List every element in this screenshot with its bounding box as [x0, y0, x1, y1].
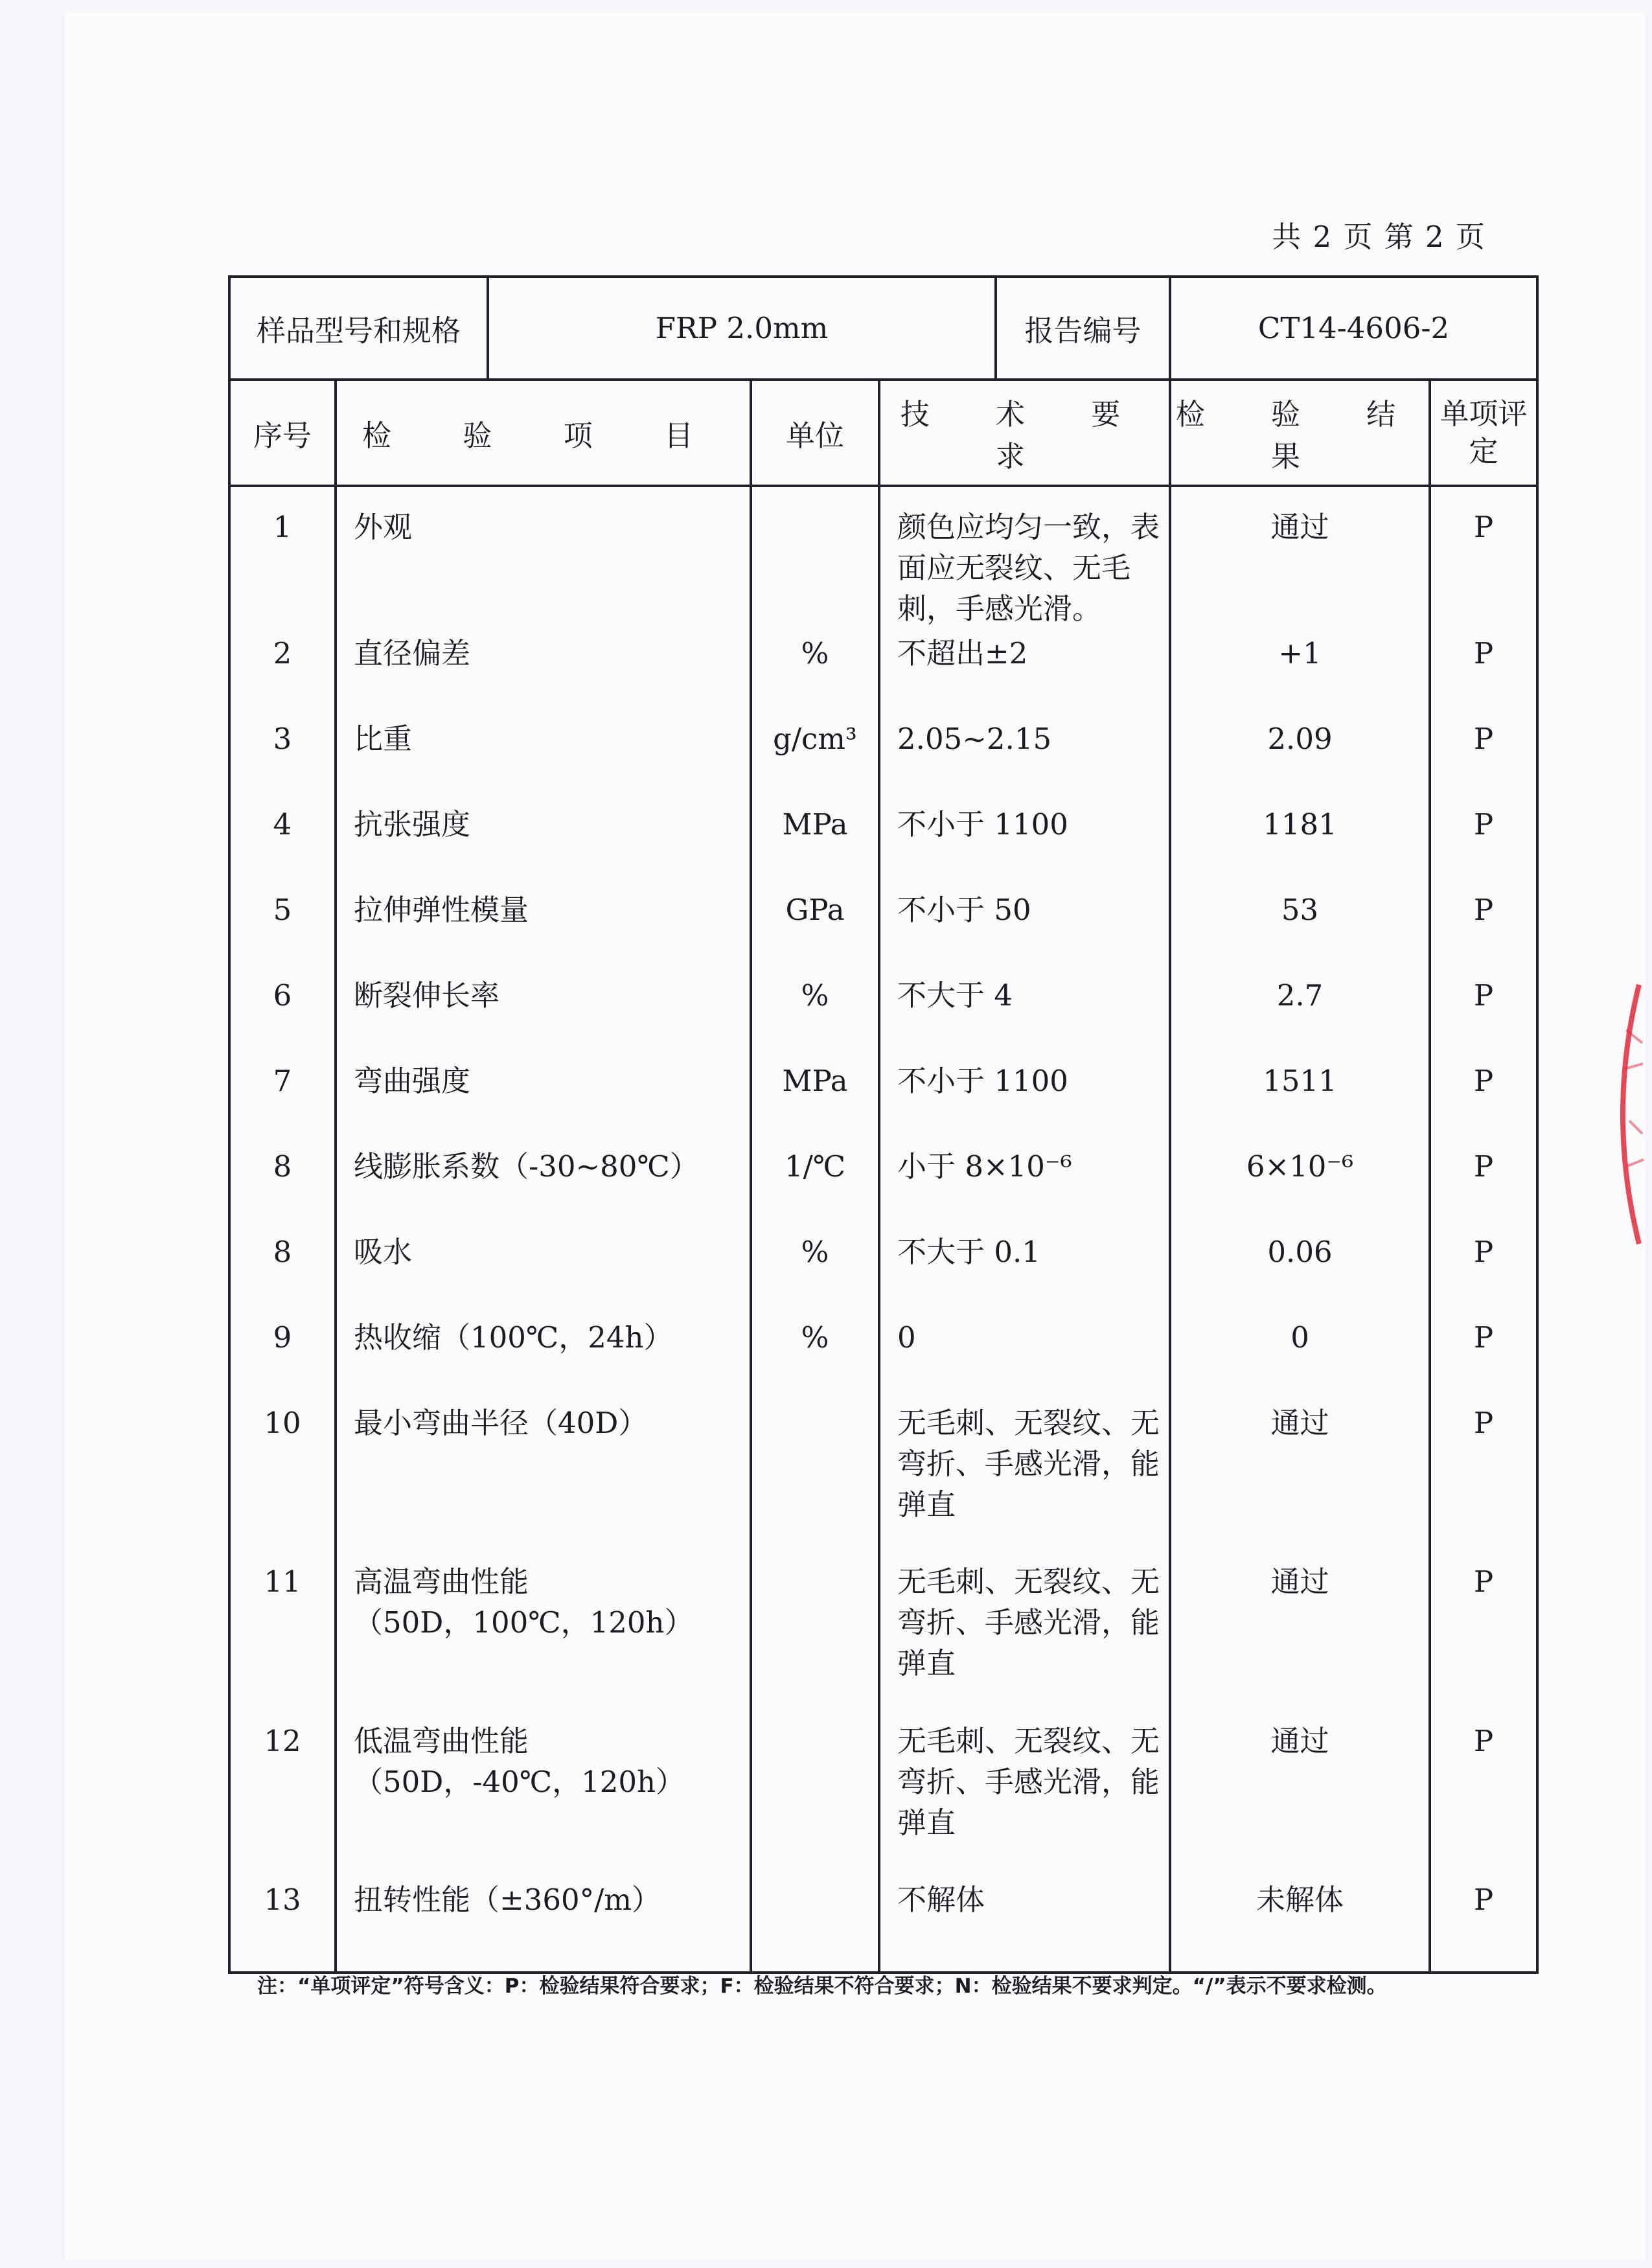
row-result — [1171, 718, 1428, 804]
sample-label: 样品型号和规格 — [229, 277, 488, 380]
row-judge-text: P — [1473, 1320, 1494, 1355]
row-judge-text: P — [1473, 1149, 1494, 1184]
row-item-text: 弯曲强度 — [354, 1064, 471, 1098]
row-unit — [752, 975, 878, 1060]
row-unit-text: MPa — [782, 1064, 848, 1098]
row-requirement — [880, 1879, 1169, 1965]
row-item — [337, 633, 750, 718]
row-result-text: 0.06 — [1267, 1235, 1333, 1269]
row-requirement-text: 无毛刺、无裂纹、无弯折、手感光滑，能弹直 — [897, 1564, 1160, 1681]
row-index-text: 10 — [264, 1406, 301, 1440]
col-header-judge: 单项评定 — [1430, 380, 1537, 486]
row-judge — [1431, 975, 1536, 1060]
col-header-requirement: 技 术 要 求 — [879, 380, 1170, 486]
row-requirement-text: 小于 8×10⁻⁶ — [897, 1149, 1072, 1184]
row-result-text: 1181 — [1263, 807, 1337, 842]
row-unit-text: % — [801, 1235, 829, 1269]
row-unit — [752, 507, 878, 633]
row-result — [1171, 1403, 1428, 1561]
row-index-text: 1 — [273, 510, 292, 544]
row-requirement — [880, 804, 1169, 889]
row-judge-text: P — [1473, 1883, 1494, 1918]
row-judge-text: P — [1473, 1564, 1494, 1599]
row-result-text: 未解体 — [1256, 1883, 1344, 1918]
row-judge — [1431, 1561, 1536, 1720]
row-item-text: 直径偏差 — [354, 636, 471, 670]
row-item-text-line2: （50D，-40℃，120h） — [354, 1764, 685, 1799]
row-unit — [752, 1403, 878, 1561]
row-judge-text: P — [1473, 722, 1494, 756]
row-result — [1171, 1060, 1428, 1146]
row-judge — [1431, 718, 1536, 804]
row-unit — [752, 1317, 878, 1403]
row-item-text: 最小弯曲半径（40D） — [354, 1406, 648, 1440]
row-requirement-text: 不超出±2 — [897, 636, 1028, 670]
row-judge-text: P — [1473, 1064, 1494, 1098]
row-item — [337, 1317, 750, 1403]
row-item — [337, 889, 750, 975]
sample-header-row — [229, 277, 1537, 380]
row-unit-text: % — [801, 978, 829, 1013]
row-index — [231, 1561, 334, 1720]
row-index — [231, 1721, 334, 1879]
row-item-text: 扭转性能（±360°/m） — [354, 1883, 661, 1918]
row-index-text: 7 — [273, 1064, 292, 1098]
table-body — [229, 486, 1537, 1973]
row-judge — [1431, 1403, 1536, 1561]
row-result-text: 2.09 — [1267, 722, 1333, 756]
row-item — [337, 1721, 750, 1879]
row-index — [231, 1146, 334, 1231]
row-index-text: 4 — [273, 807, 292, 842]
row-judge — [1431, 1060, 1536, 1146]
row-unit-text: % — [801, 636, 829, 670]
row-item — [337, 975, 750, 1060]
row-judge-text: P — [1473, 1406, 1494, 1440]
row-item-text: 断裂伸长率 — [354, 978, 500, 1013]
row-result — [1171, 633, 1428, 718]
col-header-unit: 单位 — [751, 380, 879, 486]
row-result-text: 2.7 — [1276, 978, 1324, 1013]
row-index-text: 11 — [264, 1564, 301, 1599]
row-item — [337, 1060, 750, 1146]
row-result — [1171, 804, 1428, 889]
sample-value: FRP 2.0mm — [488, 277, 996, 380]
row-result — [1171, 889, 1428, 975]
row-judge-text: P — [1473, 510, 1494, 544]
row-requirement — [880, 1561, 1169, 1720]
row-requirement-text: 0 — [897, 1320, 916, 1355]
row-judge — [1431, 889, 1536, 975]
row-unit — [752, 1146, 878, 1231]
row-judge-text: P — [1473, 1723, 1494, 1758]
row-index — [231, 507, 334, 633]
row-requirement — [880, 1721, 1169, 1879]
row-requirement-text: 不解体 — [897, 1883, 985, 1918]
row-requirement — [880, 718, 1169, 804]
row-requirement — [880, 1060, 1169, 1146]
row-result — [1171, 507, 1428, 633]
row-item — [337, 718, 750, 804]
row-unit — [752, 889, 878, 975]
row-item-text: 比重 — [354, 722, 413, 756]
row-result — [1171, 1231, 1428, 1317]
row-requirement-text: 不小于 1100 — [897, 807, 1068, 842]
row-index — [231, 633, 334, 718]
row-requirement — [880, 1231, 1169, 1317]
row-result — [1171, 1879, 1428, 1965]
col-header-result: 检 验 结 果 — [1170, 380, 1430, 486]
row-unit — [752, 633, 878, 718]
row-requirement — [880, 1146, 1169, 1231]
row-item-text: 吸水 — [354, 1235, 413, 1269]
row-requirement-text: 2.05~2.15 — [897, 722, 1052, 756]
judge-column — [1430, 486, 1537, 1973]
row-result-text: 6×10⁻⁶ — [1246, 1149, 1354, 1184]
row-unit-text: % — [801, 1320, 829, 1355]
row-requirement-text: 不大于 0.1 — [897, 1235, 1040, 1269]
row-judge-text: P — [1473, 636, 1494, 670]
row-index-text: 8 — [273, 1149, 292, 1184]
row-judge — [1431, 1317, 1536, 1403]
row-requirement-text: 不小于 1100 — [897, 1064, 1068, 1098]
row-result — [1171, 1721, 1428, 1879]
row-index — [231, 1231, 334, 1317]
red-stamp-edge — [1600, 972, 1652, 1257]
row-result-text: 0 — [1291, 1320, 1309, 1355]
row-item-text: 拉伸弹性模量 — [354, 893, 529, 927]
row-index — [231, 1403, 334, 1561]
row-result-text: 53 — [1281, 893, 1319, 927]
report-number-value: CT14-4606-2 — [1170, 277, 1537, 380]
row-judge — [1431, 1146, 1536, 1231]
row-judge-text: P — [1473, 893, 1494, 927]
row-item — [337, 1879, 750, 1965]
row-index-text: 5 — [273, 893, 292, 927]
row-requirement — [880, 975, 1169, 1060]
row-item-text: 线膨胀系数（-30~80℃） — [354, 1149, 699, 1184]
row-index-text: 8 — [273, 1235, 292, 1269]
row-index — [231, 804, 334, 889]
report-number-label: 报告编号 — [996, 277, 1170, 380]
row-item — [337, 804, 750, 889]
row-result — [1171, 1146, 1428, 1231]
row-requirement-text: 不小于 50 — [897, 893, 1031, 927]
row-index-text: 13 — [264, 1883, 301, 1918]
row-unit-text: 1/℃ — [784, 1149, 846, 1184]
row-unit — [752, 1721, 878, 1879]
row-index-text: 3 — [273, 722, 292, 756]
requirement-column — [879, 486, 1170, 1973]
row-requirement — [880, 889, 1169, 975]
row-result-text: 1511 — [1263, 1064, 1337, 1098]
row-index — [231, 718, 334, 804]
item-column — [336, 486, 751, 1973]
row-result-text: 通过 — [1270, 1406, 1329, 1440]
row-judge-text: P — [1473, 1235, 1494, 1269]
row-unit — [752, 718, 878, 804]
row-unit-text: MPa — [782, 807, 848, 842]
column-header-row — [229, 380, 1537, 486]
row-index — [231, 889, 334, 975]
row-judge — [1431, 1879, 1536, 1965]
row-judge — [1431, 507, 1536, 633]
row-unit-text: g/cm³ — [773, 722, 857, 756]
row-judge — [1431, 1721, 1536, 1879]
row-index-text: 2 — [273, 636, 292, 670]
row-requirement — [880, 1317, 1169, 1403]
row-item — [337, 1561, 750, 1720]
row-requirement-text: 不大于 4 — [897, 978, 1013, 1013]
row-item — [337, 1231, 750, 1317]
row-requirement-text: 无毛刺、无裂纹、无弯折、手感光滑，能弹直 — [897, 1723, 1160, 1840]
row-unit — [752, 1060, 878, 1146]
footnote: 注：“单项评定”符号含义：P：检验结果符合要求；F：检验结果不符合要求；N：检验结果不要求判定。“/”表示不要求检测。 — [257, 1975, 1387, 1998]
row-result-text: +1 — [1278, 636, 1322, 670]
row-result — [1171, 1561, 1428, 1720]
row-judge-text: P — [1473, 978, 1494, 1013]
row-item-text: 外观 — [354, 510, 413, 544]
row-requirement — [880, 507, 1169, 633]
row-result-text: 通过 — [1270, 1564, 1329, 1599]
row-unit-text: GPa — [785, 893, 845, 927]
row-requirement-text: 无毛刺、无裂纹、无弯折、手感光滑，能弹直 — [897, 1406, 1160, 1522]
row-item-text: 热收缩（100℃，24h） — [354, 1320, 673, 1355]
row-unit — [752, 1561, 878, 1720]
row-index — [231, 975, 334, 1060]
inspection-table — [228, 275, 1539, 1974]
col-header-index: 序号 — [229, 380, 336, 486]
row-unit — [752, 804, 878, 889]
row-result-text: 通过 — [1270, 1723, 1329, 1758]
row-result-text: 通过 — [1270, 510, 1329, 544]
row-index-text: 12 — [264, 1723, 301, 1758]
unit-column — [751, 486, 879, 1973]
row-index — [231, 1317, 334, 1403]
row-index — [231, 1060, 334, 1146]
row-requirement-text: 颜色应均匀一致，表面应无裂纹、无毛刺，手感光滑。 — [897, 510, 1160, 626]
row-item-text-line2: （50D，100℃，120h） — [354, 1605, 694, 1640]
col-header-item: 检 验 项 目 — [336, 380, 751, 486]
row-judge-text: P — [1473, 807, 1494, 842]
row-judge — [1431, 1231, 1536, 1317]
row-judge — [1431, 633, 1536, 718]
row-judge — [1431, 804, 1536, 889]
row-index — [231, 1879, 334, 1965]
row-index-text: 6 — [273, 978, 292, 1013]
row-item-text: 抗张强度 — [354, 807, 471, 842]
row-item-text: 高温弯曲性能 — [354, 1564, 529, 1599]
row-unit — [752, 1231, 878, 1317]
index-column — [229, 486, 336, 1973]
row-index-text: 9 — [273, 1320, 292, 1355]
row-result — [1171, 1317, 1428, 1403]
row-item — [337, 1403, 750, 1561]
row-unit — [752, 1879, 878, 1965]
row-item-text: 低温弯曲性能 — [354, 1723, 529, 1758]
row-result — [1171, 975, 1428, 1060]
row-item — [337, 507, 750, 633]
row-requirement — [880, 1403, 1169, 1561]
page-number: 共 2 页 第 2 页 — [1272, 220, 1486, 254]
row-item — [337, 1146, 750, 1231]
row-requirement — [880, 633, 1169, 718]
result-column — [1170, 486, 1430, 1973]
